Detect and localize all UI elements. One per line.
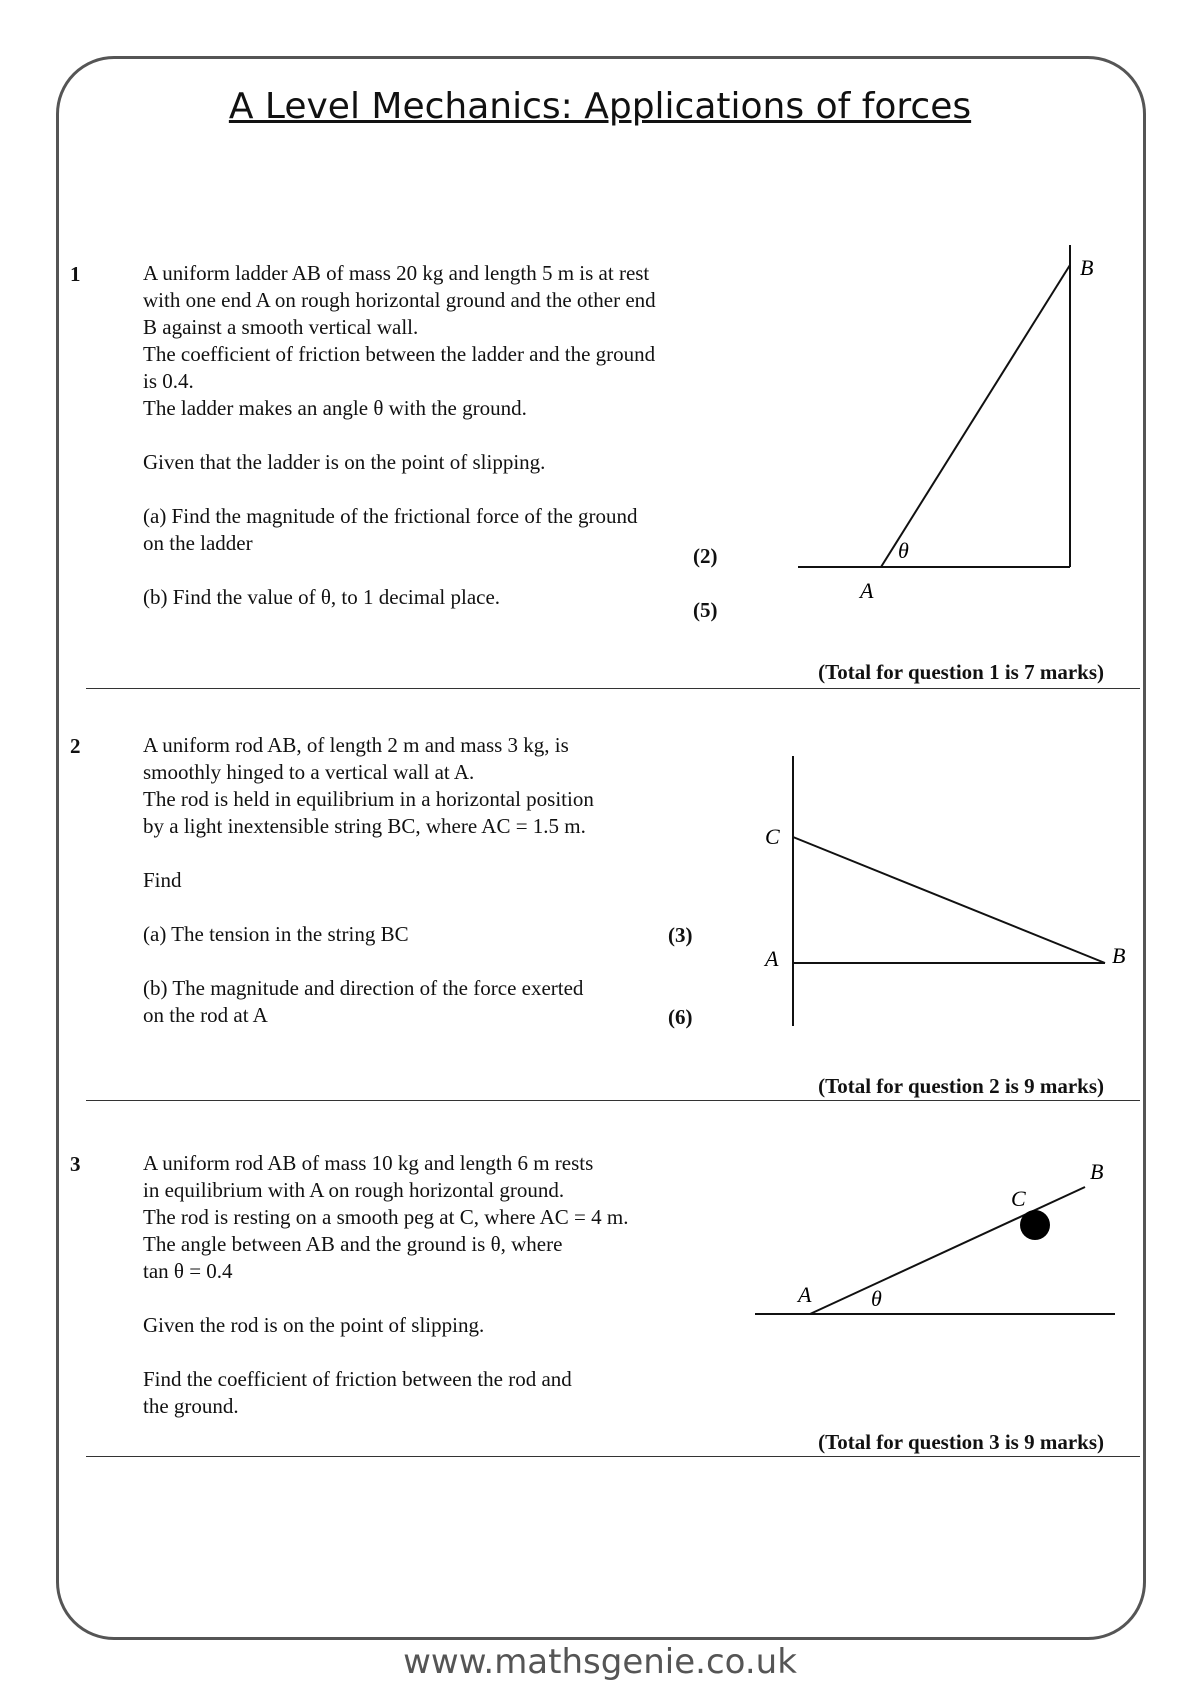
q1-line: is 0.4. (143, 369, 194, 393)
q3-line: The angle between AB and the ground is θ, where (143, 1232, 563, 1256)
q1-line: The ladder makes an angle θ with the ground. (143, 396, 527, 420)
ladder-angle-theta: θ (898, 538, 909, 563)
rod-peg-diagram (750, 1150, 1130, 1330)
question-1-number: 1 (70, 262, 81, 286)
q2-part-a: (a) The tension in the string BC (143, 922, 409, 946)
rod-string-diagram (755, 750, 1135, 1030)
page-title: A Level Mechanics: Applications of forces (228, 86, 972, 127)
peg-circle (1020, 1210, 1050, 1240)
q2-line: A uniform rod AB, of length 2 m and mass 3 kg, is (143, 733, 569, 757)
q3-divider (86, 1456, 1140, 1457)
q2-find: Find (143, 868, 182, 892)
q2-total: (Total for question 2 is 9 marks) (818, 1074, 1104, 1098)
q2-line: smoothly hinged to a vertical wall at A. (143, 760, 475, 784)
q1-mark-a: (2) (693, 544, 718, 568)
footer-url: www.mathsgenie.co.uk (403, 1642, 797, 1682)
rod-label-c: C (765, 824, 780, 849)
q1-line: A uniform ladder AB of mass 20 kg and length 5 m is at rest (143, 261, 650, 285)
q3-line: tan θ = 0.4 (143, 1259, 233, 1283)
q3-line: The rod is resting on a smooth peg at C, where AC = 4 m. (143, 1205, 629, 1229)
q2-mark-a: (3) (668, 923, 693, 947)
q1-line: with one end A on rough horizontal ground and the other end (143, 288, 656, 312)
q1-line: B against a smooth vertical wall. (143, 315, 419, 339)
q1-given: Given that the ladder is on the point of slipping. (143, 450, 546, 474)
q1-part-a: (a) Find the magnitude of the frictional force of the ground (143, 504, 638, 528)
peg-label-a: A (798, 1282, 812, 1307)
question-1-text (143, 260, 656, 611)
q3-find: Find the coefficient of friction between the rod and (143, 1367, 572, 1391)
q1-part-b: (b) Find the value of θ, to 1 decimal place. (143, 585, 501, 609)
q3-given: Given the rod is on the point of slipping. (143, 1313, 485, 1337)
ladder-label-b: B (1080, 255, 1094, 280)
q3-line: in equilibrium with A on rough horizontal ground. (143, 1178, 565, 1202)
peg-angle-theta: θ (871, 1286, 882, 1311)
q2-mark-b: (6) (668, 1005, 693, 1029)
q1-divider (86, 688, 1140, 689)
string-bc-line (793, 837, 1105, 963)
q3-find: the ground. (143, 1394, 239, 1418)
q2-part-b: (b) The magnitude and direction of the force exerted (143, 976, 584, 1000)
q1-mark-b: (5) (693, 598, 718, 622)
question-3-text (143, 1150, 628, 1420)
rod-label-b: B (1112, 943, 1126, 968)
peg-label-b: B (1090, 1159, 1104, 1184)
q2-line: The rod is held in equilibrium in a horizontal position (143, 787, 594, 811)
question-3-number: 3 (70, 1152, 81, 1176)
q3-line: A uniform rod AB of mass 10 kg and length 6 m rests (143, 1151, 594, 1175)
peg-label-c: C (1011, 1186, 1026, 1211)
q2-part-b: on the rod at A (143, 1003, 268, 1027)
q1-line: The coefficient of friction between the ladder and the ground (143, 342, 656, 366)
question-2-text (143, 732, 594, 1029)
rod-label-a: A (765, 946, 779, 971)
ladder-diagram (780, 240, 1120, 610)
q3-total: (Total for question 3 is 9 marks) (818, 1430, 1104, 1454)
question-2-number: 2 (70, 734, 81, 758)
q2-line: by a light inextensible string BC, where AC = 1.5 m. (143, 814, 586, 838)
rod-ab-line (810, 1187, 1085, 1314)
ladder-line (881, 265, 1070, 567)
q1-part-a: on the ladder (143, 531, 253, 555)
q1-total: (Total for question 1 is 7 marks) (818, 660, 1104, 684)
q2-divider (86, 1100, 1140, 1101)
ladder-label-a: A (860, 578, 874, 603)
